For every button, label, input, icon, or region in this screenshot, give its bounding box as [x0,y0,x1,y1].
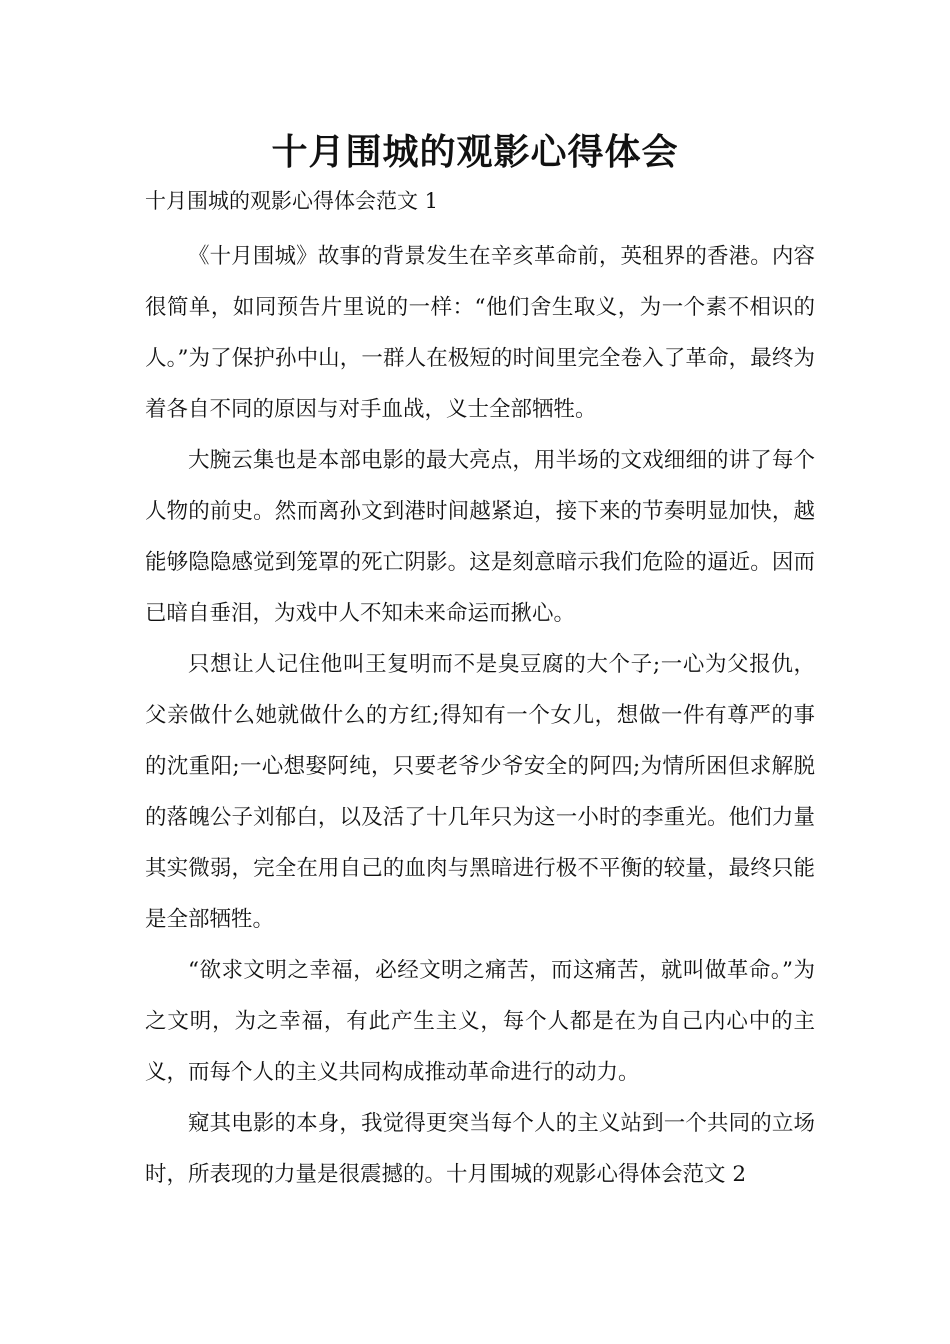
document-subtitle: 十月围城的观影心得体会范文 1 [145,189,439,213]
paragraph: 大腕云集也是本部电影的最大亮点，用半场的文戏细细的讲了每个人物的前史。然而离孙文到港时间越紧迫，接下来的节奏明显加快，越能够隐隐感觉到笼罩的死亡阴影。这是刻意暗示我们危险的逼近。因而已暗自垂泪，为戏中人不知未来命运而揪心。 [145,448,815,626]
paragraph: 《十月围城》故事的背景发生在辛亥革命前，英租界的香港。内容很简单，如同预告片里说的一样：“他们舍生取义，为一个素不相识的人。”为了保护孙中山，一群人在极短的时间里完全卷入了革命，最终为着各自不同的原因与对手血战，义士全部牺牲。 [145,244,815,422]
paragraph: 窥其电影的本身，我觉得更突当每个人的主义站到一个共同的立场时，所表现的力量是很震撼的。十月围城的观影心得体会范文 2 [145,1111,815,1187]
document-title: 十月围城的观影心得体会 [271,132,679,173]
document-body [145,231,815,1200]
paragraph: 只想让人记住他叫王复明而不是臭豆腐的大个子;一心为父报仇，父亲做什么她就做什么的方红;得知有一个女儿，想做一件有尊严的事的沈重阳;一心想娶阿纯，只要老爷少爷安全的阿四;为情所困但求解脱的落魄公子刘郁白，以及活了十几年只为这一小时的李重光。他们力量其实微弱，完全在用自己的血肉与黑暗进行极不平衡的较量，最终只能是全部牺牲。 [145,652,815,932]
paragraph: “欲求文明之幸福，必经文明之痛苦，而这痛苦，就叫做革命。”为之文明，为之幸福，有此产生主义，每个人都是在为自己内心中的主义，而每个人的主义共同构成推动革命进行的动力。 [145,958,815,1085]
